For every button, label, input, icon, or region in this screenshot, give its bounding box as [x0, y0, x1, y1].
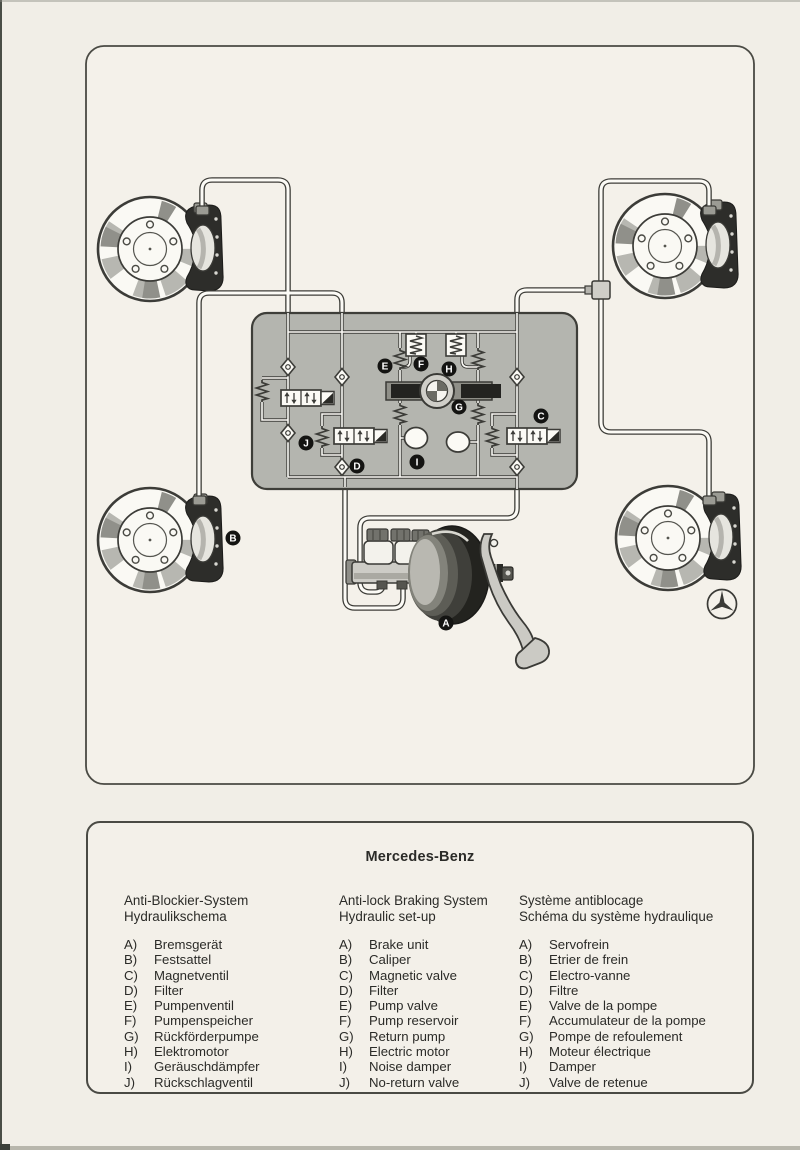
legend-item [124, 952, 329, 967]
legend-header-line1: Anti-lock Braking System [339, 893, 488, 908]
diagram-label-c: C [537, 411, 545, 423]
legend-item [124, 1059, 329, 1074]
legend-item [124, 1029, 329, 1044]
legend-item-letter: H) [339, 1044, 353, 1060]
legend-item-letter: A) [519, 937, 533, 952]
legend-item [519, 1013, 751, 1028]
legend-item [124, 1044, 329, 1059]
legend-header [124, 893, 329, 925]
legend-item-letter: H) [124, 1044, 138, 1060]
legend-item-label: Caliper [369, 952, 411, 968]
legend-item-label: Noise damper [369, 1059, 452, 1075]
legend-item-label: Etrier de frein [549, 952, 629, 968]
legend-header-line1: Système antiblocage [519, 893, 644, 908]
diagram-label-i: I [415, 457, 419, 469]
legend-item-label: Moteur électrique [549, 1044, 651, 1060]
legend-item-letter: I) [124, 1059, 133, 1075]
legend-item-label: Geräuschdämpfer [154, 1059, 260, 1075]
pump-reservoir-icon [446, 334, 466, 356]
legend-item-letter: B) [339, 952, 353, 968]
legend-item-label: Bremsgerät [154, 937, 223, 952]
legend-item-label: Brake unit [369, 937, 429, 952]
legend-item-letter: B) [124, 952, 138, 968]
legend-header-line1: Anti-Blockier-System [124, 893, 249, 908]
legend-item [339, 1029, 519, 1044]
legend-item [339, 1059, 519, 1074]
legend-item [124, 968, 329, 983]
legend-item [339, 983, 519, 998]
legend-item-letter: C) [519, 967, 533, 983]
legend-item-label: Damper [549, 1059, 596, 1075]
legend-item [339, 1044, 519, 1059]
legend-item-letter: B) [519, 952, 533, 968]
legend-item-letter: F) [124, 1013, 137, 1029]
vacuum-booster [408, 526, 489, 624]
legend-item-letter: D) [519, 982, 533, 998]
legend-item-label: Pump reservoir [369, 1013, 459, 1029]
legend-item-label: Pompe de refoulement [549, 1028, 683, 1044]
legend-items [124, 937, 329, 1090]
diagram-label-j: J [303, 438, 309, 450]
pump-reservoir-icon [406, 334, 426, 356]
diagram-label-d: D [353, 461, 361, 473]
scan-edge-bottom [0, 1146, 800, 1150]
fluid-reservoir [364, 541, 393, 564]
legend-panel [86, 821, 754, 1094]
legend-item-label: Magnetic valve [369, 967, 457, 983]
legend-item-label: Rückförderpumpe [154, 1028, 259, 1044]
legend-item-label: Elektromotor [154, 1044, 229, 1060]
legend-item [339, 968, 519, 983]
legend-item-label: Filter [154, 982, 184, 998]
brake-disc-front-right [612, 193, 738, 300]
legend-item [124, 937, 329, 952]
legend-item-label: No-return valve [369, 1074, 460, 1090]
diagram-label-e: E [381, 361, 389, 373]
magnetic-valve-icon [507, 428, 560, 444]
legend-item-label: Valve de retenue [549, 1074, 648, 1090]
legend-item-letter: J) [339, 1074, 350, 1090]
legend-item [339, 1013, 519, 1028]
legend-column-3 [519, 893, 751, 1090]
legend-item [519, 1075, 751, 1090]
legend-item [124, 1075, 329, 1090]
diagram-label-h: H [445, 364, 453, 376]
legend-item [519, 1029, 751, 1044]
legend-item [519, 937, 751, 952]
legend-item-letter: C) [339, 967, 353, 983]
scan-edge-corner [0, 1144, 10, 1150]
legend-item-letter: D) [124, 982, 138, 998]
diagram-label-f: F [417, 359, 425, 371]
legend-item [519, 1059, 751, 1074]
legend-item-label: Servofrein [549, 937, 610, 952]
diagram-label-b: B [229, 533, 237, 545]
scan-edge-left [0, 0, 2, 1150]
legend-item-letter: G) [124, 1028, 139, 1044]
legend-item [339, 937, 519, 952]
legend-items [339, 937, 519, 1090]
legend-item [124, 983, 329, 998]
noise-damper-icon [447, 432, 470, 452]
legend-item-letter: G) [519, 1028, 534, 1044]
legend-item-label: Magnetventil [154, 967, 229, 983]
legend-item-label: Pumpenventil [154, 998, 234, 1014]
diagram-label-g: G [455, 402, 463, 414]
legend-item-letter: J) [519, 1074, 530, 1090]
brake-disc-rear-right [615, 485, 741, 592]
legend-header-line2: Hydraulic set-up [339, 909, 436, 924]
legend-item-label: Accumulateur de la pompe [549, 1013, 706, 1029]
legend-item-label: Pump valve [369, 998, 438, 1014]
legend-item-label: Electro-vanne [549, 967, 631, 983]
diagram-label-a: A [442, 618, 450, 630]
legend-item-label: Filtre [549, 982, 579, 998]
legend-item [339, 1075, 519, 1090]
legend-item-label: Electric motor [369, 1044, 450, 1060]
legend-item [519, 983, 751, 998]
legend-item-letter: E) [124, 998, 138, 1014]
legend-item [339, 998, 519, 1013]
legend-item-label: Filter [369, 982, 399, 998]
legend-item-letter: I) [519, 1059, 528, 1075]
legend-item-letter: C) [124, 967, 138, 983]
legend-item-label: Pumpenspeicher [154, 1013, 253, 1029]
legend-column-2 [339, 893, 519, 1090]
legend-item-label: Return pump [369, 1028, 446, 1044]
legend-item-letter: H) [519, 1044, 533, 1060]
legend-item-letter: I) [339, 1059, 348, 1075]
legend-item-letter: J) [124, 1074, 135, 1090]
legend-item-letter: A) [339, 937, 353, 952]
legend-header-line2: Schéma du système hydraulique [519, 909, 714, 924]
legend-item-letter: G) [339, 1028, 354, 1044]
magnetic-valve-icon [281, 390, 334, 406]
legend-header [339, 893, 519, 925]
legend-title: Mercedes-Benz [365, 849, 475, 865]
legend-item [124, 998, 329, 1013]
legend-header [519, 893, 751, 925]
noise-damper-icon [405, 428, 428, 449]
legend-item [519, 952, 751, 967]
legend-item-letter: F) [519, 1013, 532, 1029]
legend-item [519, 998, 751, 1013]
legend-item [339, 952, 519, 967]
legend-item-letter: E) [519, 998, 533, 1014]
legend-item-label: Rückschlagventil [154, 1074, 253, 1090]
legend-header-line2: Hydraulikschema [124, 909, 227, 924]
legend-item [519, 1044, 751, 1059]
legend-item-letter: F) [339, 1013, 352, 1029]
legend-item-label: Valve de la pompe [549, 998, 658, 1014]
legend-item [519, 968, 751, 983]
legend-item-label: Festsattel [154, 952, 212, 968]
legend-item-letter: D) [339, 982, 353, 998]
magnetic-valve-icon [334, 428, 387, 444]
legend-item-letter: A) [124, 937, 138, 952]
legend-items [519, 937, 751, 1090]
legend-item-letter: E) [339, 998, 353, 1014]
legend-column-1 [124, 893, 329, 1090]
scan-edge-top [0, 0, 800, 2]
legend-item [124, 1013, 329, 1028]
